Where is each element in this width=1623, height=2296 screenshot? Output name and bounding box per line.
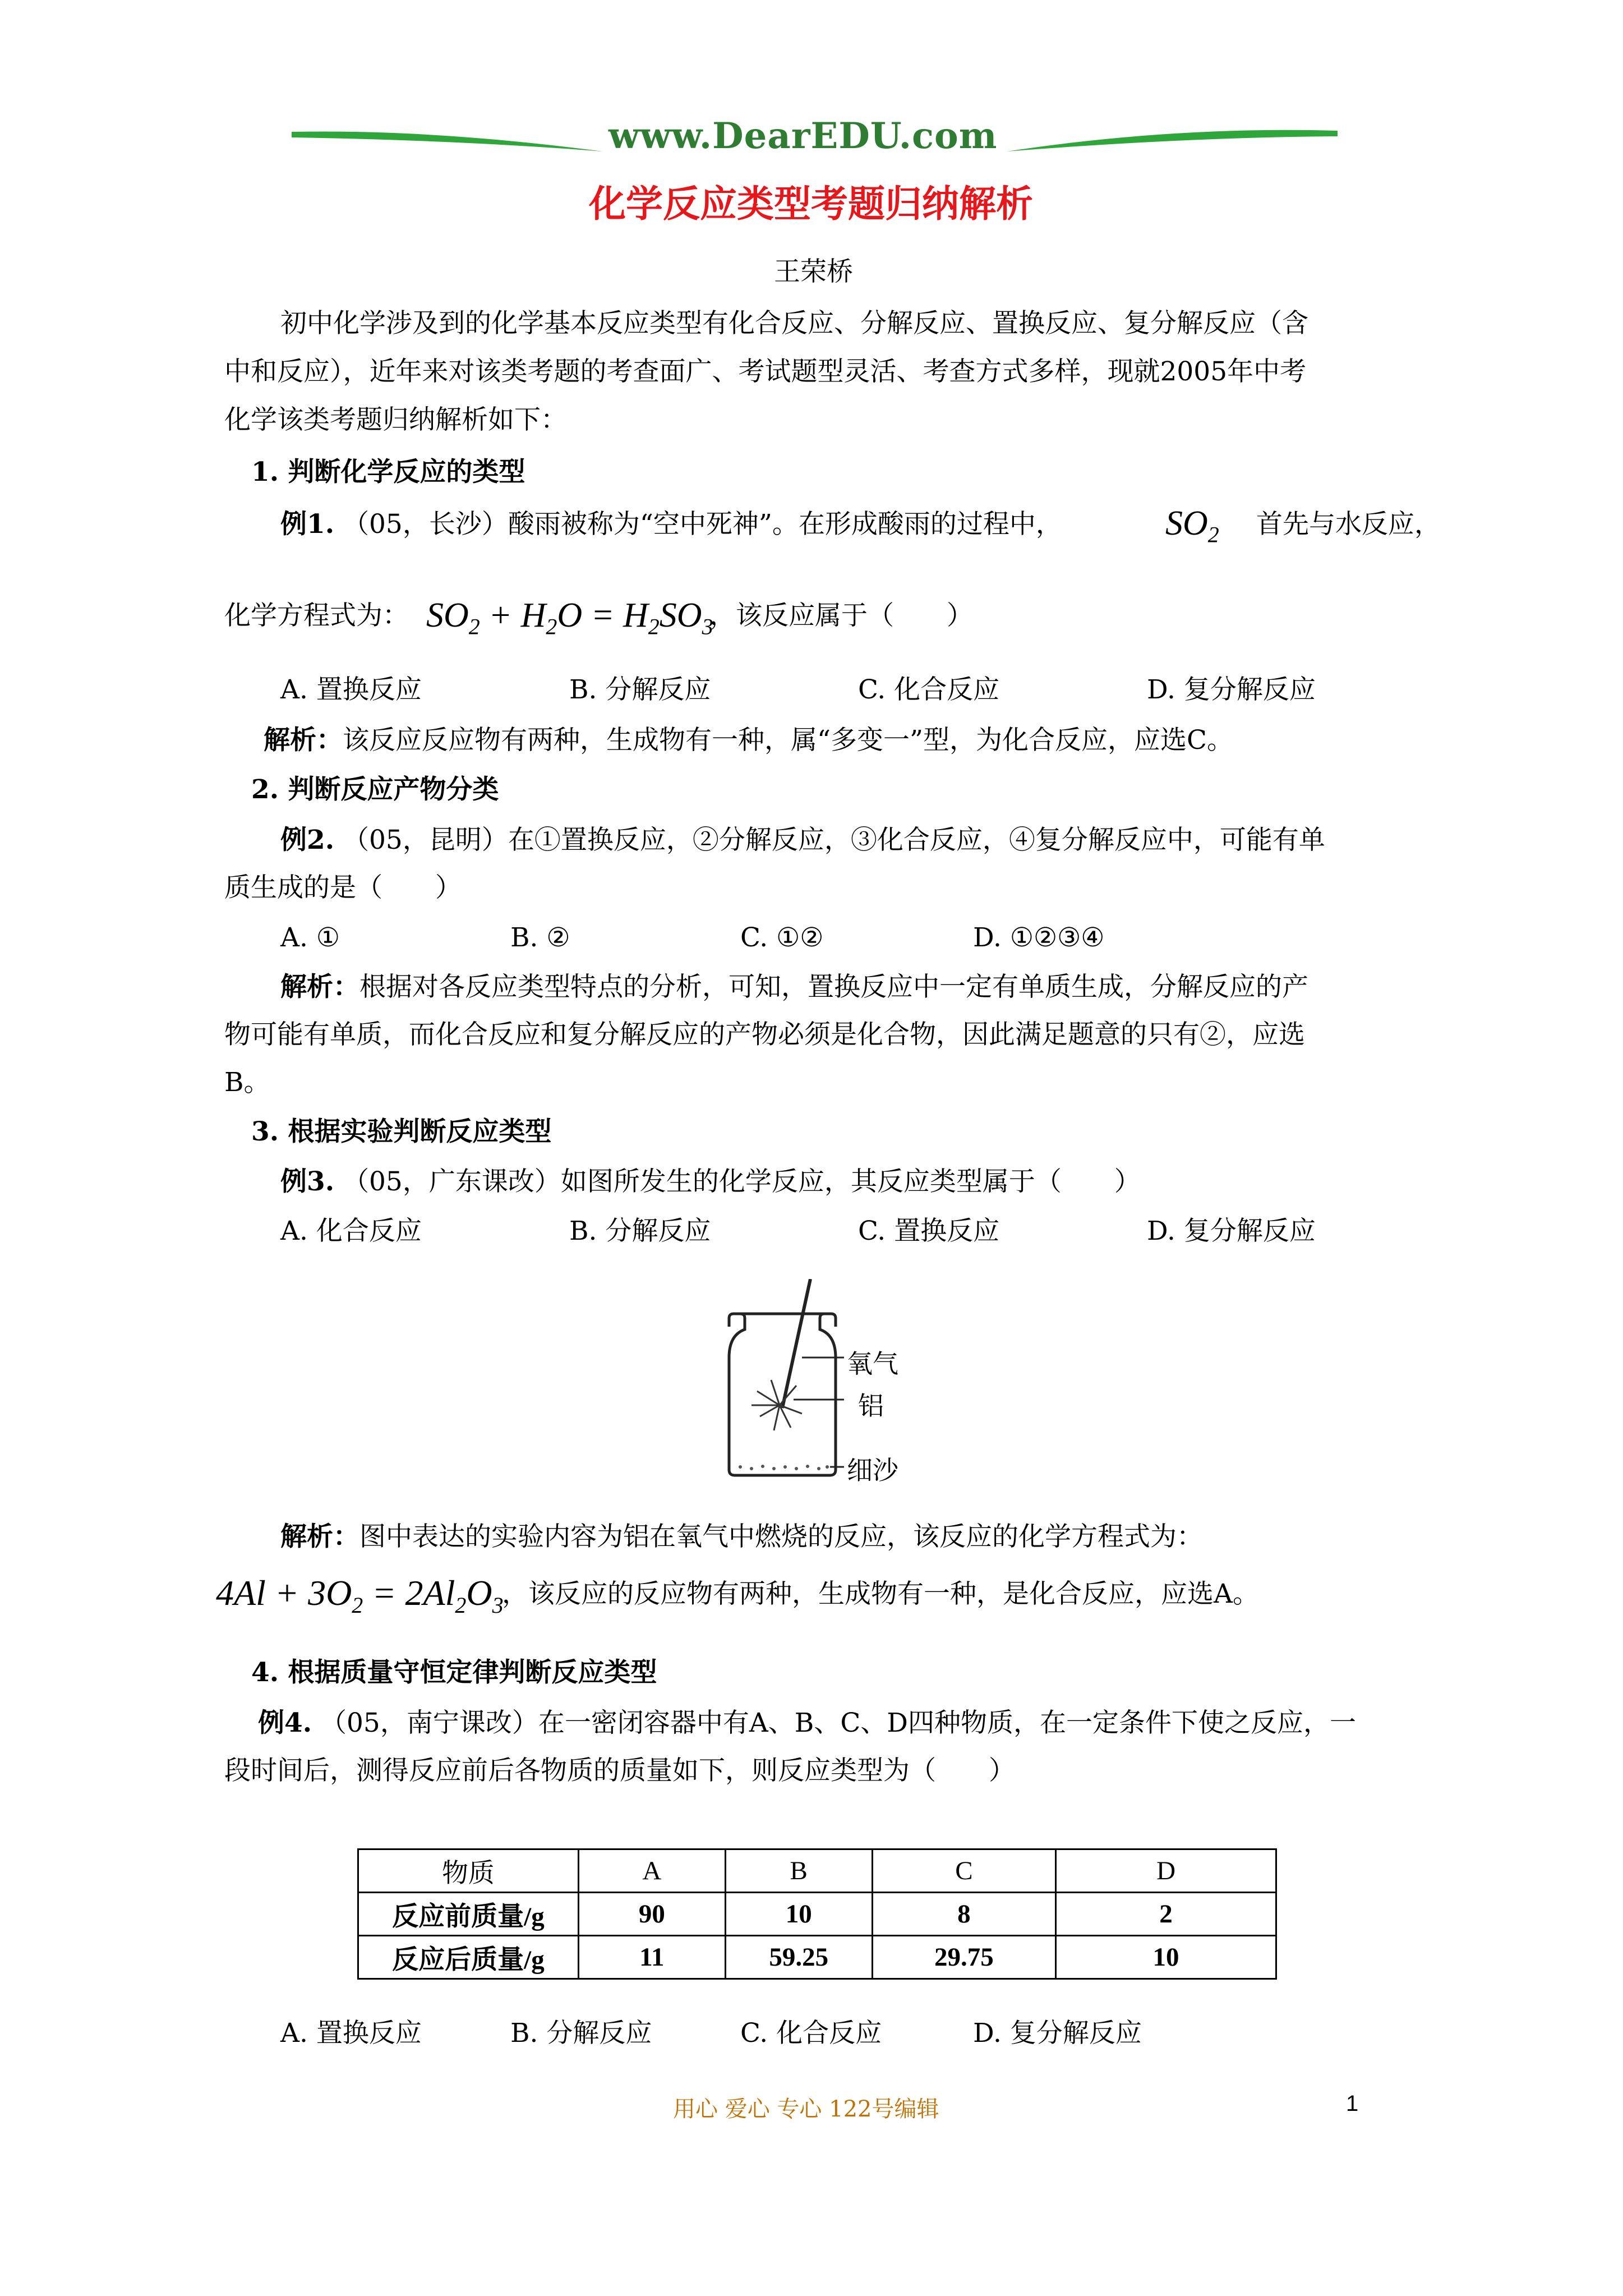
analysis-1 xyxy=(264,724,1233,757)
example-3-line-1 xyxy=(280,1165,1141,1199)
option-2d: D. ①②③④ xyxy=(973,922,1105,953)
option-4c: C. 化合反应 xyxy=(740,2018,882,2049)
option-2a: A. ① xyxy=(280,922,340,953)
example-1-label: 例1. xyxy=(280,509,335,540)
author: 王荣桥 xyxy=(774,256,853,287)
analysis-3-text-1: 图中表达的实验内容为铝在氧气中燃烧的反应，该反应的化学方程式为： xyxy=(359,1521,1203,1552)
analysis-2-line-3: B。 xyxy=(224,1067,270,1098)
example-4-line-2: 段时间后，测得反应前后各物质的质量如下，则反应类型为（ ） xyxy=(224,1755,1015,1786)
table-header-cell: D xyxy=(1056,1849,1276,1893)
figure-label-oxygen: 氧气 xyxy=(847,1349,898,1379)
analysis-1-label: 解析： xyxy=(264,725,343,756)
table-cell: 11 xyxy=(578,1936,725,1979)
page-title: 化学反应类型考题归纳解析 xyxy=(589,182,1033,226)
table-cell: 59.25 xyxy=(725,1936,872,1979)
equation-1: $SO_2 + H_2O = H_2SO_3$ xyxy=(426,596,713,639)
table-header-row xyxy=(358,1849,1276,1893)
analysis-2-line-1 xyxy=(280,970,1308,1004)
logo-swoosh-right xyxy=(1004,121,1340,160)
analysis-3-line-1 xyxy=(280,1520,1203,1554)
example-2-line-1 xyxy=(280,823,1325,857)
example-1-text: （05，长沙）酸雨被称为“空中死神”。在形成酸雨的过程中， xyxy=(343,509,1062,540)
section-4-heading: 4. 根据质量守恒定律判断反应类型 xyxy=(251,1657,657,1688)
option-1d: D. 复分解反应 xyxy=(1147,674,1316,705)
page-number: 1 xyxy=(1346,2091,1359,2116)
intro-line-2: 中和反应），近年来对该类考题的考查面广、考试题型灵活、考查方式多样，现就2005年中考 xyxy=(224,356,1307,387)
example-3-label: 例3. xyxy=(280,1166,335,1197)
analysis-1-text: 该反应反应物有两种，生成物有一种，属“多变一”型，为化合反应，应选C。 xyxy=(343,725,1234,756)
example-4-text: （05，南宁课改）在一密闭容器中有A、B、C、D四种物质，在一定条件下使之反应，一 xyxy=(320,1708,1356,1738)
table-cell: 8 xyxy=(872,1893,1055,1936)
example-1-line-2-prefix: 化学方程式为： xyxy=(224,600,409,631)
analysis-3-label: 解析： xyxy=(280,1521,359,1552)
analysis-2-line-2: 物可能有单质，而化合反应和复分解反应的产物必须是化合物，因此满足题意的只有②，应选 xyxy=(224,1019,1305,1050)
analysis-2-text-1: 根据对各反应类型特点的分析，可知，置换反应中一定有单质生成，分解反应的产 xyxy=(359,972,1308,1002)
example-3-text: （05，广东课改）如图所发生的化学反应，其反应类型属于（ ） xyxy=(343,1166,1141,1197)
example-1-line-1 xyxy=(280,508,1062,541)
table-header-cell: C xyxy=(872,1849,1055,1893)
option-1b: B. 分解反应 xyxy=(569,674,711,705)
analysis-3-line-2: ，该反应的反应物有两种，生成物有一种，是化合反应，应选A。 xyxy=(502,1579,1259,1609)
section-3-heading: 3. 根据实验判断反应类型 xyxy=(251,1116,552,1147)
option-4d: D. 复分解反应 xyxy=(973,2018,1142,2049)
footer-text: 用心 爱心 专心 122号编辑 xyxy=(673,2096,939,2122)
option-4b: B. 分解反应 xyxy=(510,2018,652,2049)
example-1-line-2-suffix: ，该反应属于（ ） xyxy=(709,600,973,631)
so2-formula: $SO_2$ xyxy=(1165,504,1219,547)
option-3a: A. 化合反应 xyxy=(280,1216,422,1246)
table-row xyxy=(358,1893,1276,1936)
option-3b: B. 分解反应 xyxy=(569,1216,711,1246)
example-2-text: （05，昆明）在①置换反应，②分解反应，③化合反应，④复分解反应中，可能有单 xyxy=(343,825,1325,855)
example-1-text-tail: 首先与水反应， xyxy=(1256,509,1441,540)
intro-line-3: 化学该类考题归纳解析如下： xyxy=(224,404,567,435)
option-4a: A. 置换反应 xyxy=(280,2018,422,2049)
table-cell: 10 xyxy=(1056,1936,1276,1979)
example-4-line-1 xyxy=(258,1706,1356,1740)
intro-line-1: 初中化学涉及到的化学基本反应类型有化合反应、分解反应、置换反应、复分解反应（含 xyxy=(280,308,1308,339)
table-header-cell: B xyxy=(725,1849,872,1893)
option-2c: C. ①② xyxy=(740,922,824,953)
section-2-heading: 2. 判断反应产物分类 xyxy=(251,774,499,805)
site-logo: www.DearEDU.com xyxy=(608,115,998,157)
table-cell: 反应后质量/g xyxy=(358,1936,579,1979)
figure-label-aluminum: 铝 xyxy=(858,1391,884,1421)
example-4-label: 例4. xyxy=(258,1708,312,1738)
table-cell: 反应前质量/g xyxy=(358,1893,579,1936)
experiment-figure xyxy=(718,1279,953,1503)
option-3d: D. 复分解反应 xyxy=(1147,1216,1316,1246)
example-2-label: 例2. xyxy=(280,825,335,855)
logo-swoosh-left xyxy=(292,121,606,160)
section-1-heading: 1. 判断化学反应的类型 xyxy=(251,457,525,487)
table-header-cell: A xyxy=(578,1849,725,1893)
table-cell: 90 xyxy=(578,1893,725,1936)
mass-table xyxy=(357,1848,1277,1980)
table-cell: 29.75 xyxy=(872,1936,1055,1979)
table-row xyxy=(358,1936,1276,1979)
option-1c: C. 化合反应 xyxy=(858,674,1000,705)
equation-3: $4Al + 3O_2 = 2Al_2O_3$ xyxy=(216,1573,504,1618)
table-header-cell: 物质 xyxy=(358,1849,579,1893)
option-2b: B. ② xyxy=(510,922,570,953)
example-2-line-2: 质生成的是（ ） xyxy=(224,872,462,903)
option-3c: C. 置换反应 xyxy=(858,1216,1000,1246)
table-cell: 2 xyxy=(1056,1893,1276,1936)
table-cell: 10 xyxy=(725,1893,872,1936)
analysis-2-label: 解析： xyxy=(280,972,359,1002)
figure-label-sand: 细沙 xyxy=(847,1455,898,1485)
option-1a: A. 置换反应 xyxy=(280,674,422,705)
